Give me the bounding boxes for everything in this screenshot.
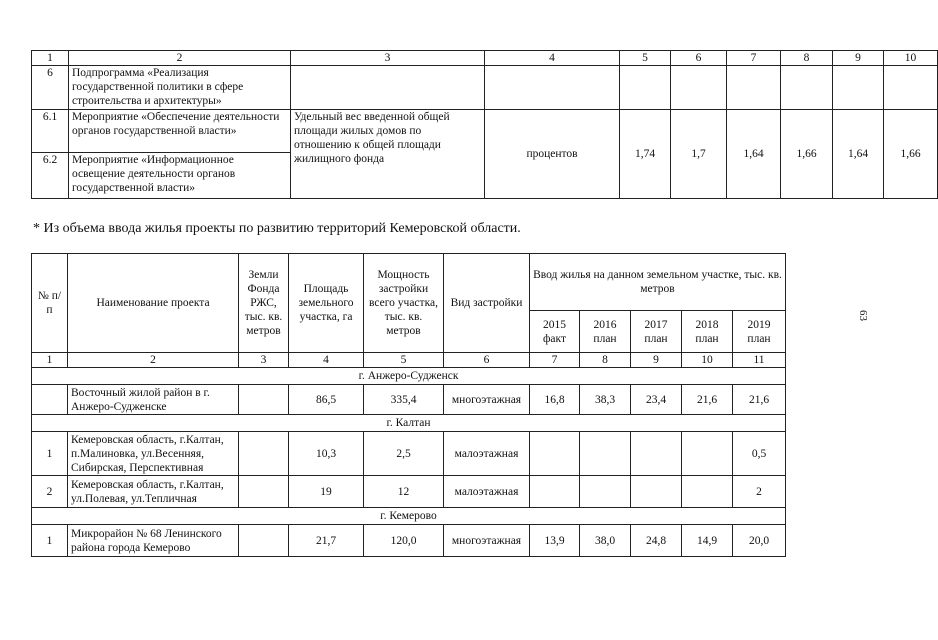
empty-cell xyxy=(833,66,884,110)
row-number: 1 xyxy=(32,432,68,476)
land-cell xyxy=(239,476,289,508)
area-cell: 10,3 xyxy=(289,432,364,476)
year-value: 20,0 xyxy=(733,525,786,557)
project-name: Микрорайон № 68 Ленинского района города Кемерово xyxy=(68,525,239,557)
header-num: № п/п xyxy=(32,254,68,353)
table-header-row xyxy=(32,51,938,66)
header-year: 2015 факт xyxy=(530,311,580,353)
section-row xyxy=(32,508,786,525)
value-cell: 1,66 xyxy=(884,110,938,199)
header-cell: 6 xyxy=(671,51,727,66)
column-number: 11 xyxy=(733,353,786,368)
section-title: г. Анжеро-Судженск xyxy=(32,368,786,385)
value-cell: 1,7 xyxy=(671,110,727,199)
header-cell: 1 xyxy=(32,51,69,66)
capacity-cell: 12 xyxy=(364,476,444,508)
empty-cell xyxy=(291,66,485,110)
header-year: 2017 план xyxy=(631,311,682,353)
year-value: 24,8 xyxy=(631,525,682,557)
year-value xyxy=(530,476,580,508)
year-value: 21,6 xyxy=(682,385,733,415)
table-row xyxy=(32,525,786,557)
land-cell xyxy=(239,525,289,557)
header-project: Наименование проекта xyxy=(68,254,239,353)
empty-cell xyxy=(884,66,938,110)
indicators-table xyxy=(31,50,938,199)
row-number: 1 xyxy=(32,525,68,557)
column-number: 7 xyxy=(530,353,580,368)
row-number: 6.2 xyxy=(32,153,69,199)
empty-cell xyxy=(485,66,620,110)
header-cell: 5 xyxy=(620,51,671,66)
column-number: 10 xyxy=(682,353,733,368)
header-cell: 2 xyxy=(69,51,291,66)
header-cell: 7 xyxy=(727,51,781,66)
column-number: 2 xyxy=(68,353,239,368)
year-value: 14,9 xyxy=(682,525,733,557)
empty-cell xyxy=(727,66,781,110)
section-title: г. Калтан xyxy=(32,415,786,432)
column-number: 3 xyxy=(239,353,289,368)
year-value: 16,8 xyxy=(530,385,580,415)
project-name: Кемеровская область, г.Калтан, ул.Полевая, ул.Тепличная xyxy=(68,476,239,508)
area-cell: 86,5 xyxy=(289,385,364,415)
year-value: 23,4 xyxy=(631,385,682,415)
header-cell: 8 xyxy=(781,51,833,66)
project-name: Восточный жилой район в г. Анжеро-Судженске xyxy=(68,385,239,415)
type-cell: малоэтажная xyxy=(444,432,530,476)
row-number xyxy=(32,385,68,415)
table-row xyxy=(32,66,938,110)
table-row xyxy=(32,110,938,153)
year-value: 13,9 xyxy=(530,525,580,557)
type-cell: малоэтажная xyxy=(444,476,530,508)
table-row xyxy=(32,476,786,508)
header-row xyxy=(32,254,786,311)
column-number: 1 xyxy=(32,353,68,368)
column-number: 5 xyxy=(364,353,444,368)
header-cell: 10 xyxy=(884,51,938,66)
empty-cell xyxy=(781,66,833,110)
table-row xyxy=(32,432,786,476)
type-cell: многоэтажная xyxy=(444,385,530,415)
page-number: 63 xyxy=(857,310,869,321)
year-value: 0,5 xyxy=(733,432,786,476)
table-row xyxy=(32,385,786,415)
year-value: 2 xyxy=(733,476,786,508)
type-cell: многоэтажная xyxy=(444,525,530,557)
year-value xyxy=(631,432,682,476)
project-name: Кемеровская область, г.Калтан, п.Малиновка, ул.Весенняя, Сибирская, Перспективная xyxy=(68,432,239,476)
row-number: 2 xyxy=(32,476,68,508)
value-cell: 1,66 xyxy=(781,110,833,199)
year-value: 38,3 xyxy=(580,385,631,415)
header-area: Площадь земельного участка, га xyxy=(289,254,364,353)
header-year: 2019 план xyxy=(733,311,786,353)
header-cell: 4 xyxy=(485,51,620,66)
header-land: Земли Фонда РЖС, тыс. кв. метров xyxy=(239,254,289,353)
header-input: Ввод жилья на данном земельном участке, тыс. кв. метров xyxy=(530,254,786,311)
section-title: г. Кемерово xyxy=(32,508,786,525)
activity-name: Мероприятие «Информационное освещение деятельности органов государственной власти» xyxy=(69,153,291,199)
value-cell: 1,64 xyxy=(833,110,884,199)
year-value: 38,0 xyxy=(580,525,631,557)
capacity-cell: 335,4 xyxy=(364,385,444,415)
header-cell: 9 xyxy=(833,51,884,66)
section-row xyxy=(32,415,786,432)
subprogram-name: Подпрограмма «Реализация государственной политики в сфере строительства и архитектуры» xyxy=(69,66,291,110)
empty-cell xyxy=(620,66,671,110)
value-cell: 1,74 xyxy=(620,110,671,199)
column-number: 8 xyxy=(580,353,631,368)
column-number: 6 xyxy=(444,353,530,368)
land-cell xyxy=(239,385,289,415)
indicator-name: Удельный вес введенной общей площади жилых домов по отношению к общей площади жилищного фонда xyxy=(291,110,485,199)
row-number: 6 xyxy=(32,66,69,110)
capacity-cell: 2,5 xyxy=(364,432,444,476)
section-row xyxy=(32,368,786,385)
land-cell xyxy=(239,432,289,476)
projects-table xyxy=(31,253,786,557)
value-cell: 1,64 xyxy=(727,110,781,199)
year-value xyxy=(530,432,580,476)
area-cell: 21,7 xyxy=(289,525,364,557)
year-value xyxy=(682,432,733,476)
year-value: 21,6 xyxy=(733,385,786,415)
year-value xyxy=(631,476,682,508)
row-number: 6.1 xyxy=(32,110,69,153)
column-numbers-row xyxy=(32,353,786,368)
area-cell: 19 xyxy=(289,476,364,508)
year-value xyxy=(580,476,631,508)
header-year: 2016 план xyxy=(580,311,631,353)
header-year: 2018 план xyxy=(682,311,733,353)
year-value xyxy=(580,432,631,476)
footnote: * Из объема ввода жилья проекты по развитию территорий Кемеровской области. xyxy=(33,221,521,236)
unit-cell: процентов xyxy=(485,110,620,199)
header-cell: 3 xyxy=(291,51,485,66)
column-number: 9 xyxy=(631,353,682,368)
capacity-cell: 120,0 xyxy=(364,525,444,557)
header-capacity: Мощность застройки всего участка, тыс. кв. метров xyxy=(364,254,444,353)
header-type: Вид застройки xyxy=(444,254,530,353)
activity-name: Мероприятие «Обеспечение деятельности органов государственной власти» xyxy=(69,110,291,153)
empty-cell xyxy=(671,66,727,110)
column-number: 4 xyxy=(289,353,364,368)
year-value xyxy=(682,476,733,508)
